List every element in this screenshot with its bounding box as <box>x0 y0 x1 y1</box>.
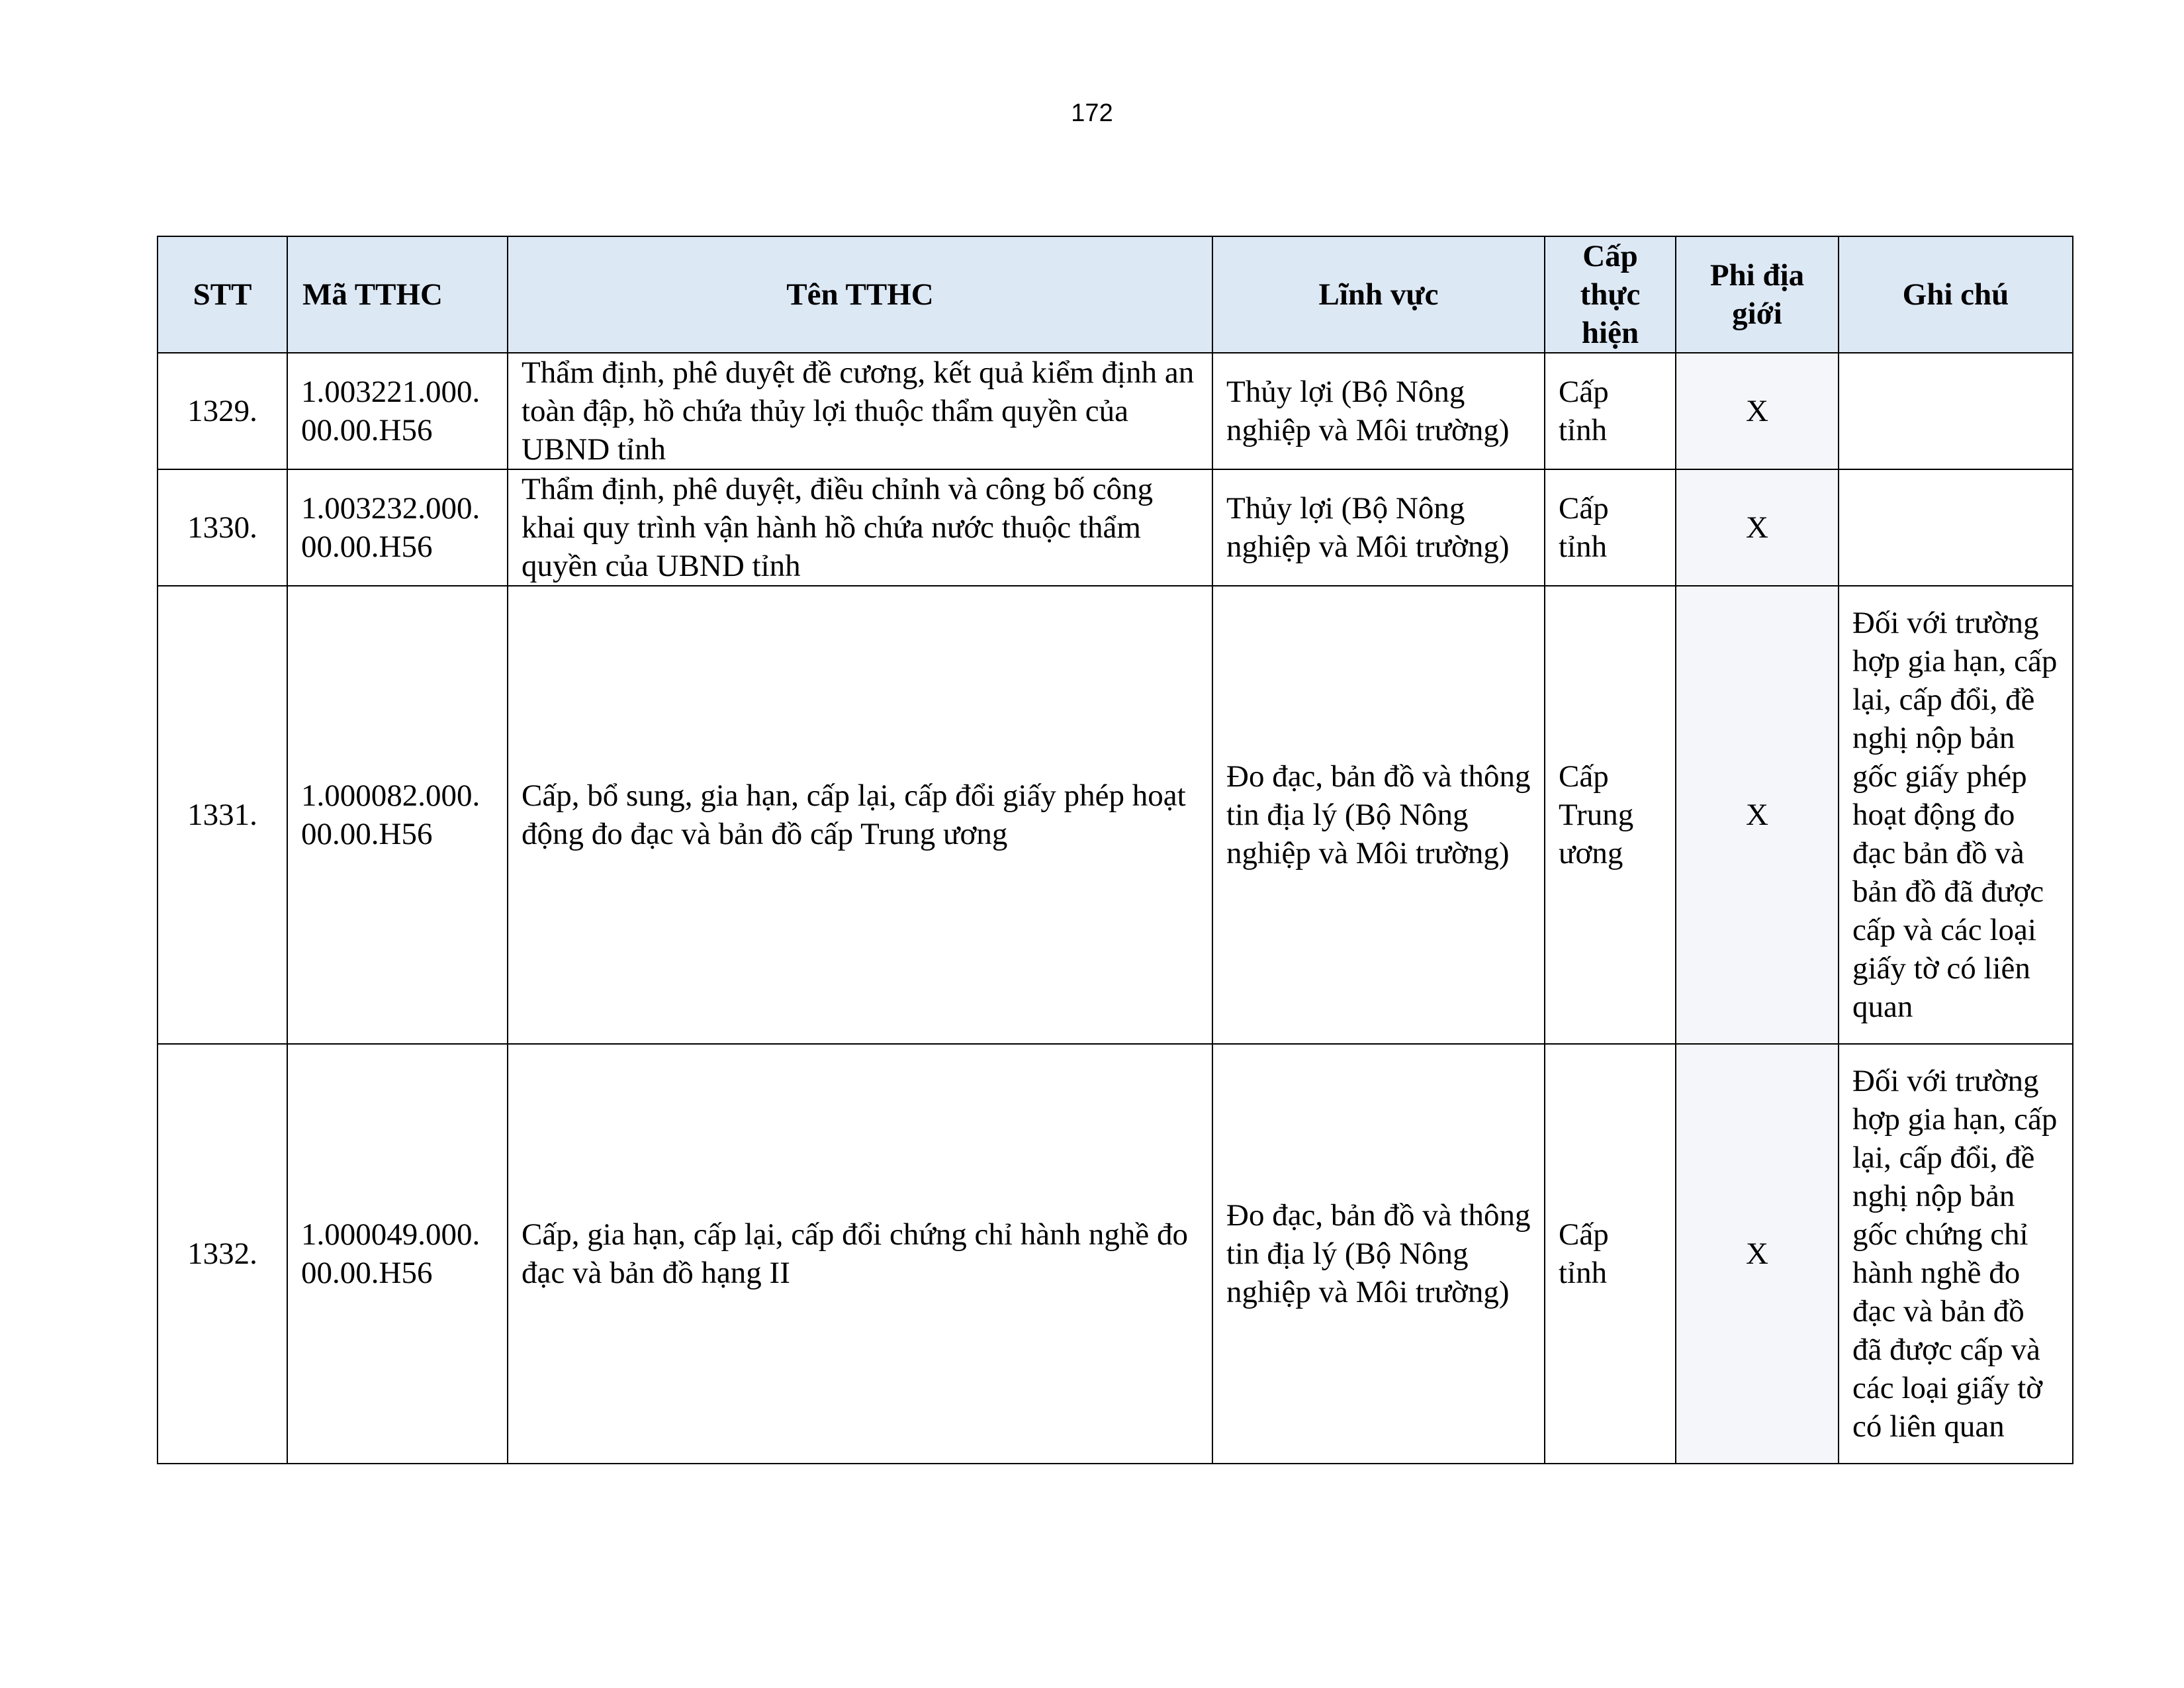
cell-ghi-chu: Đối với trường hợp gia hạn, cấp lại, cấp đổi, đề nghị nộp bản gốc giấy phép hoạt động đo đạc bản đồ và bản đồ đã được cấp và các loại giấy tờ có liên quan <box>1839 586 2073 1044</box>
cell-phi-dia-gioi: X <box>1676 1044 1839 1464</box>
cell-linh-vuc: Thủy lợi (Bộ Nông nghiệp và Môi trường) <box>1212 353 1545 469</box>
cell-ghi-chu: Đối với trường hợp gia hạn, cấp lại, cấp đổi, đề nghị nộp bản gốc chứng chỉ hành nghề đo đạc và bản đồ đã được cấp và các loại giấy tờ có liên quan <box>1839 1044 2073 1464</box>
cell-cap-thuc-hien: Cấp tỉnh <box>1545 353 1676 469</box>
cell-linh-vuc: Đo đạc, bản đồ và thông tin địa lý (Bộ Nông nghiệp và Môi trường) <box>1212 1044 1545 1464</box>
header-phi-dia-gioi: Phi địa giới <box>1676 236 1839 353</box>
cell-ghi-chu <box>1839 353 2073 469</box>
header-ten-tthc: Tên TTHC <box>508 236 1212 353</box>
cell-ten-tthc: Cấp, bổ sung, gia hạn, cấp lại, cấp đổi giấy phép hoạt động đo đạc và bản đồ cấp Trung ương <box>508 586 1212 1044</box>
header-stt: STT <box>158 236 287 353</box>
cell-ma-tthc: 1.000049.000.00.00.H56 <box>287 1044 508 1464</box>
procedures-table <box>157 236 2073 1464</box>
cell-linh-vuc: Thủy lợi (Bộ Nông nghiệp và Môi trường) <box>1212 469 1545 586</box>
cell-ma-tthc: 1.000082.000.00.00.H56 <box>287 586 508 1044</box>
table-row <box>158 586 2073 1044</box>
header-linh-vuc: Lĩnh vực <box>1212 236 1545 353</box>
cell-cap-thuc-hien: Cấp Trung ương <box>1545 586 1676 1044</box>
cell-stt: 1332. <box>158 1044 287 1464</box>
cell-ten-tthc: Cấp, gia hạn, cấp lại, cấp đổi chứng chỉ hành nghề đo đạc và bản đồ hạng II <box>508 1044 1212 1464</box>
header-cap-thuc-hien: Cấp thực hiện <box>1545 236 1676 353</box>
table-row <box>158 1044 2073 1464</box>
header-ma-tthc: Mã TTHC <box>287 236 508 353</box>
header-ghi-chu: Ghi chú <box>1839 236 2073 353</box>
cell-stt: 1329. <box>158 353 287 469</box>
cell-ten-tthc: Thẩm định, phê duyệt, điều chỉnh và công bố công khai quy trình vận hành hồ chứa nước thuộc thẩm quyền của UBND tỉnh <box>508 469 1212 586</box>
table-row <box>158 469 2073 586</box>
cell-ma-tthc: 1.003221.000.00.00.H56 <box>287 353 508 469</box>
cell-cap-thuc-hien: Cấp tỉnh <box>1545 1044 1676 1464</box>
page-number: 172 <box>1071 99 1113 127</box>
cell-cap-thuc-hien: Cấp tỉnh <box>1545 469 1676 586</box>
table-header-row <box>158 236 2073 353</box>
cell-phi-dia-gioi: X <box>1676 586 1839 1044</box>
cell-ten-tthc: Thẩm định, phê duyệt đề cương, kết quả kiểm định an toàn đập, hồ chứa thủy lợi thuộc thẩm quyền của UBND tỉnh <box>508 353 1212 469</box>
cell-stt: 1330. <box>158 469 287 586</box>
cell-linh-vuc: Đo đạc, bản đồ và thông tin địa lý (Bộ Nông nghiệp và Môi trường) <box>1212 586 1545 1044</box>
cell-phi-dia-gioi: X <box>1676 353 1839 469</box>
cell-ma-tthc: 1.003232.000.00.00.H56 <box>287 469 508 586</box>
cell-ghi-chu <box>1839 469 2073 586</box>
table-row <box>158 353 2073 469</box>
cell-phi-dia-gioi: X <box>1676 469 1839 586</box>
cell-stt: 1331. <box>158 586 287 1044</box>
